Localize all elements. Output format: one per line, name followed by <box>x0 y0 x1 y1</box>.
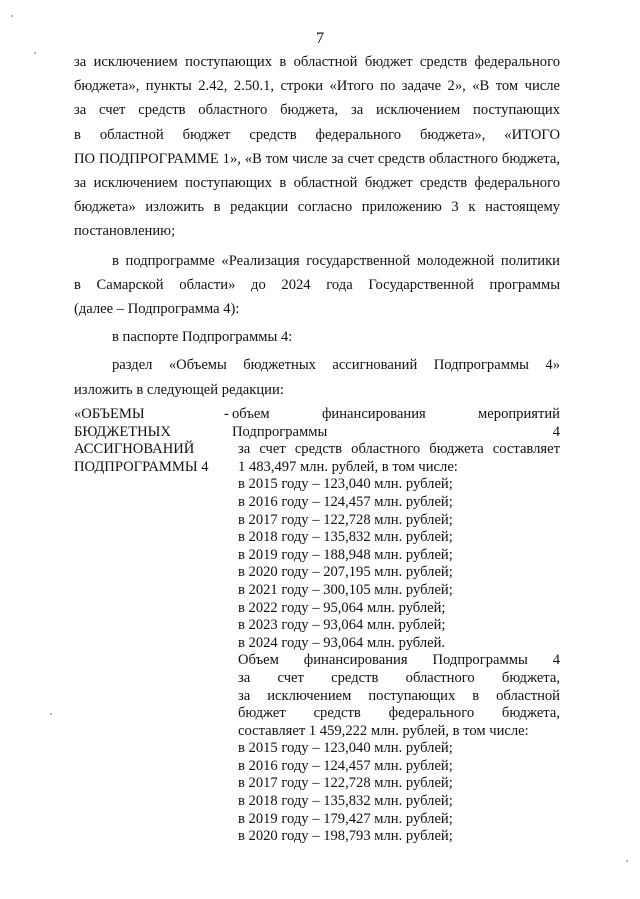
text-line: ПО ПОДПРОГРАММЕ 1», «В том числе за счет средств областного бюджета, <box>74 150 560 167</box>
text-line: бюджет средств федерального бюджета, <box>238 705 560 722</box>
text-line: за исключением поступающих в областной бюджет средств федерального <box>74 54 560 70</box>
year-line: в 2017 году – 122,728 млн. рублей; <box>238 775 453 792</box>
paragraph-1 <box>74 50 560 244</box>
text-line: в областной бюджет средств федерального бюджета», «ИТОГО <box>74 126 560 143</box>
text-line: (далее – Подпрограмма 4): <box>74 301 240 318</box>
year-line: в 2020 году – 198,793 млн. рублей; <box>238 828 453 845</box>
table-value-cell <box>232 406 560 846</box>
year-line: в 2021 году – 300,105 млн. рублей; <box>238 581 453 598</box>
year-line: в 2022 году – 95,064 млн. рублей; <box>238 599 446 616</box>
year-line: в 2018 году – 135,832 млн. рублей; <box>238 529 453 546</box>
text-line: объем финансирования мероприятий Подпрограммы 4 <box>232 406 560 440</box>
paragraph-2 <box>74 249 560 322</box>
text-line: 1 483,497 млн. рублей, в том числе: <box>238 458 458 475</box>
year-line: в 2015 году – 123,040 млн. рублей; <box>238 740 453 757</box>
text-line: за счет средств областного бюджета, за исключением поступающих <box>74 102 560 119</box>
text-line: за исключением поступающих в областной <box>238 687 560 704</box>
scan-speck <box>34 52 36 54</box>
text-line: за счет средств областного бюджета составляет <box>238 441 560 458</box>
year-line: в 2015 году – 123,040 млн. рублей; <box>238 476 453 493</box>
table-label-cell <box>74 406 224 846</box>
page-number: 7 <box>316 30 324 47</box>
text-line: в подпрограмме «Реализация государственной молодежной политики <box>112 252 560 269</box>
year-line: в 2018 году – 135,832 млн. рублей; <box>238 793 453 810</box>
text-line: за исключением поступающих в областной бюджет средств федерального <box>74 175 560 192</box>
year-line: в 2020 году – 207,195 млн. рублей; <box>238 564 453 581</box>
document-body <box>74 50 560 402</box>
text-line: Объем финансирования Подпрограммы 4 <box>238 652 560 669</box>
scan-speck <box>626 860 628 862</box>
scan-speck <box>11 15 13 17</box>
year-line: в 2016 году – 124,457 млн. рублей; <box>238 757 453 774</box>
label-line: БЮДЖЕТНЫХ <box>74 423 171 440</box>
year-line: в 2023 году – 93,064 млн. рублей; <box>238 617 446 634</box>
year-line: в 2016 году – 124,457 млн. рублей; <box>238 493 453 510</box>
text-line: в паспорте Подпрограммы 4: <box>112 329 293 346</box>
text-line: раздел «Объемы бюджетных ассигнований Подпрограммы 4» <box>112 357 560 374</box>
text-line: постановлению; <box>74 223 176 240</box>
text-line: бюджета», пункты 2.42, 2.50.1, строки «Итого по задаче 2», «В том числе <box>74 78 560 95</box>
text-line: бюджета» изложить в редакции согласно приложению 3 к настоящему <box>74 199 560 216</box>
text-line: изложить в следующей редакции: <box>74 381 284 398</box>
year-line: в 2019 году – 179,427 млн. рублей; <box>238 810 453 827</box>
year-line: в 2019 году – 188,948 млн. рублей; <box>238 546 453 563</box>
year-line: в 2024 году – 93,064 млн. рублей. <box>238 634 446 651</box>
label-line: АССИГНОВАНИЙ <box>74 441 195 458</box>
scan-speck <box>50 713 52 715</box>
paragraph-4 <box>74 353 560 401</box>
paragraph-3 <box>74 325 560 349</box>
label-line: ПОДПРОГРАММЫ 4 <box>74 458 209 475</box>
table-dash: - <box>224 406 229 422</box>
label-line: «ОБЪЕМЫ <box>74 406 145 422</box>
text-line: за счет средств областного бюджета, <box>238 669 560 686</box>
budget-table <box>74 406 560 846</box>
text-line: составляет 1 459,222 млн. рублей, в том числе: <box>238 722 529 739</box>
year-line: в 2017 году – 122,728 млн. рублей; <box>238 511 453 528</box>
text-line: в Самарской области» до 2024 года Государственной программы <box>74 276 560 293</box>
